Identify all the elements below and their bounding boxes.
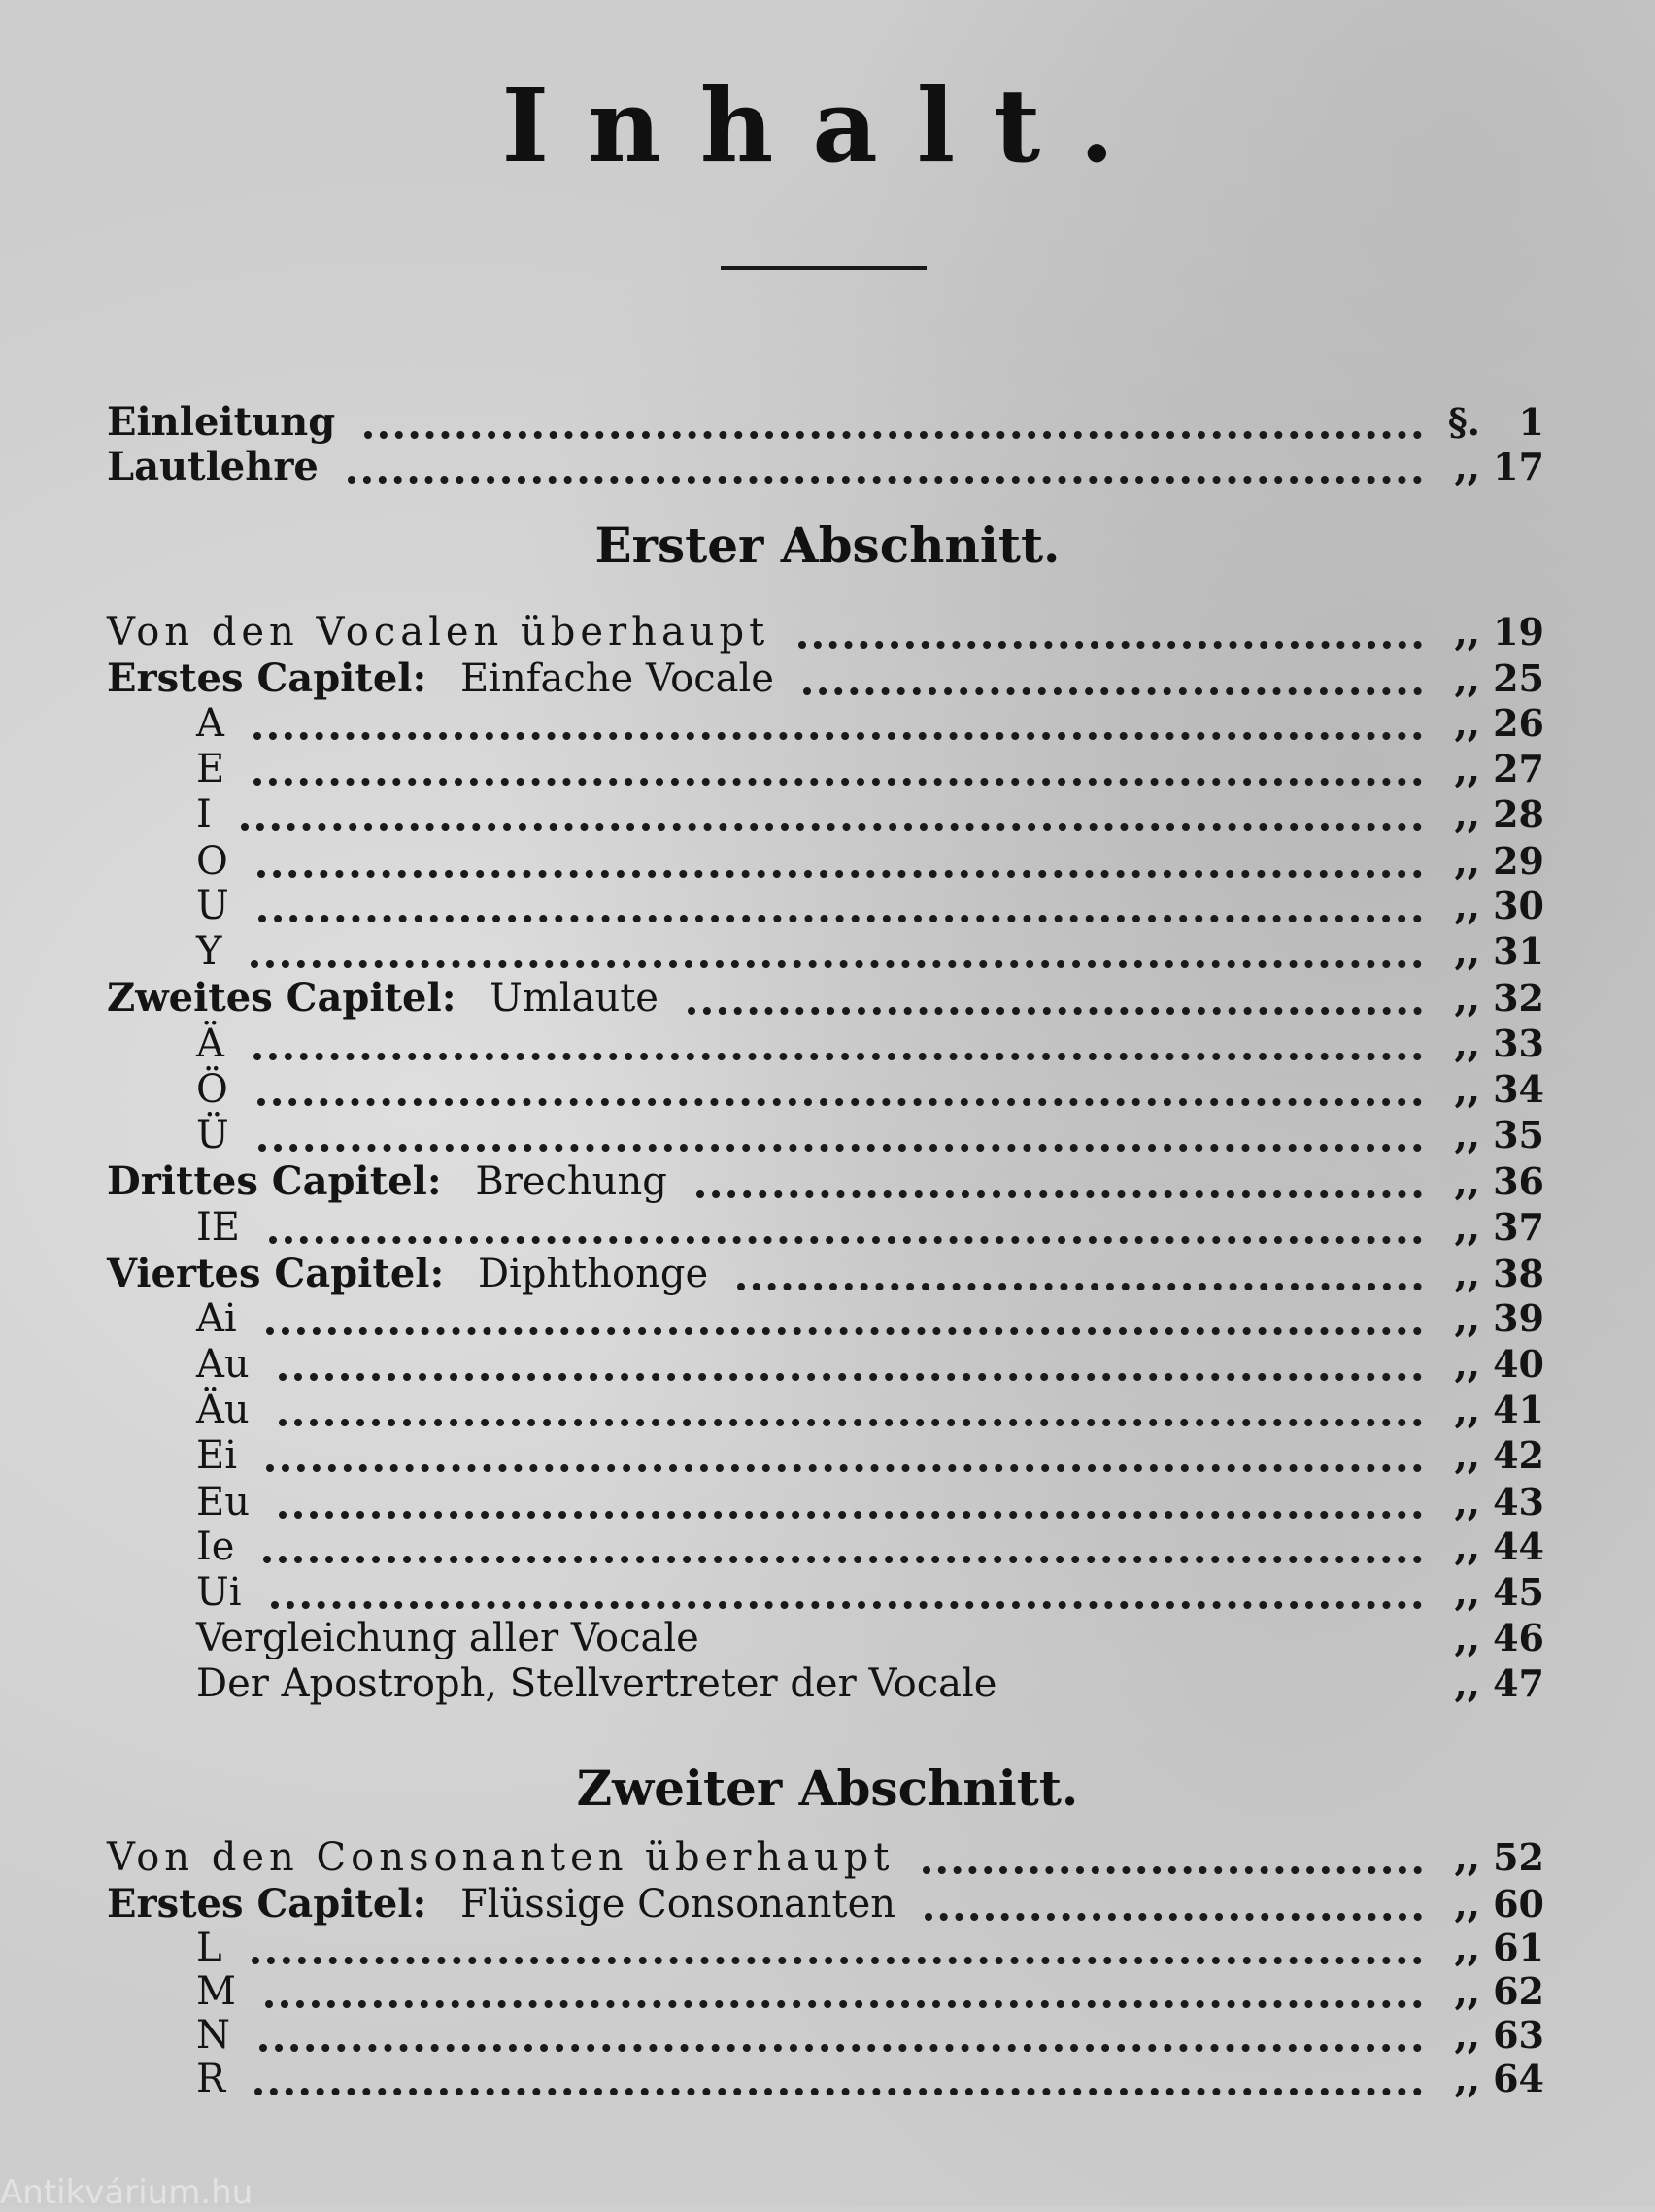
toc-entry-title: Ö: [196, 1067, 228, 1112]
dot-leader: [241, 823, 1422, 831]
toc-entry-title: Zweites Capitel:: [107, 975, 456, 1021]
toc-entry-label: [196, 2057, 225, 2101]
toc-entry-label: [107, 1835, 894, 1880]
toc-entry-label: [107, 1159, 667, 1204]
page-mark: ,,: [1454, 1525, 1480, 1568]
page-mark: ,,: [1454, 445, 1480, 488]
toc-entry-label: [107, 656, 774, 701]
page-number: 63: [1493, 2013, 1544, 2057]
page-number: 38: [1493, 1252, 1544, 1295]
dot-leader: [271, 1601, 1422, 1609]
toc-entry-title: Ei: [196, 1433, 237, 1478]
toc-entry-title: A: [196, 701, 224, 746]
toc-entry-label: [107, 445, 319, 489]
toc-entry-title: Erstes Capitel:: [107, 655, 427, 701]
page-mark: ,,: [1454, 792, 1480, 836]
page-mark: ,,: [1454, 701, 1480, 745]
page-number: 19: [1493, 610, 1544, 654]
page-mark: ,,: [1454, 656, 1480, 700]
toc-row: [107, 1022, 1544, 1066]
dot-leader: [279, 1419, 1422, 1426]
page-number: 31: [1493, 929, 1544, 973]
toc-entry-title: Lautlehre: [107, 444, 319, 489]
toc-entry-title: Von den Consonanten überhaupt: [107, 1835, 895, 1880]
toc-row: [107, 1570, 1544, 1615]
toc-entry-title: Einleitung: [107, 399, 336, 445]
toc-row: [107, 656, 1544, 701]
toc-row: [107, 2013, 1544, 2058]
toc-entry-label: [196, 884, 229, 928]
page-mark: ,,: [1454, 1022, 1480, 1065]
toc-entry-subtitle: Brechung: [462, 1159, 667, 1204]
page-number: 33: [1493, 1022, 1544, 1065]
toc-row: [107, 929, 1544, 974]
watermark-stamp: Antikvárium.hu: [0, 2173, 253, 2212]
toc-entry-label: [196, 929, 221, 974]
page-mark: ,,: [1454, 2057, 1480, 2100]
toc-row: [107, 1159, 1544, 1204]
dot-leader: [263, 1556, 1422, 1563]
page-mark: ,,: [1454, 1480, 1480, 1524]
toc-row: [107, 976, 1544, 1021]
toc-row: [107, 1113, 1544, 1157]
toc-entry-label: [196, 1022, 224, 1066]
toc-row: [107, 610, 1544, 654]
dot-leader: [252, 1957, 1422, 1964]
page-mark: ,,: [1454, 1926, 1480, 1969]
page-mark: ,,: [1454, 976, 1480, 1020]
toc-entry-subtitle: Flüssige Consonanten: [448, 1882, 896, 1927]
toc-entry-title: Ä: [196, 1022, 224, 1066]
dot-leader: [257, 870, 1422, 878]
toc-entry-label: [196, 1205, 240, 1250]
page-number: 52: [1493, 1835, 1544, 1879]
page-number: 64: [1493, 2057, 1544, 2100]
dot-leader: [269, 1236, 1422, 1244]
toc-entry-title: Ui: [196, 1570, 242, 1615]
page-number: 35: [1493, 1113, 1544, 1156]
dot-leader: [259, 2044, 1422, 2052]
dot-leader: [688, 1007, 1422, 1015]
toc-entry-label: [196, 839, 228, 884]
toc-entry-label: [107, 976, 659, 1021]
section-heading: Erster Abschnitt.: [594, 517, 1061, 574]
page-number: 26: [1493, 701, 1544, 745]
toc-row: [107, 1342, 1544, 1387]
toc-entry-title: L: [196, 1926, 222, 1970]
toc-entry-label: [196, 747, 224, 791]
toc-entry-title: Ü: [196, 1113, 229, 1157]
toc-entry-title: U: [196, 884, 229, 928]
page-mark: ,,: [1454, 929, 1480, 973]
toc-row: [107, 1388, 1544, 1432]
toc-row: [107, 445, 1544, 489]
toc-row: [107, 400, 1544, 445]
toc-entry-label: [196, 1570, 242, 1615]
dot-leader: [279, 1511, 1422, 1519]
page-number: 43: [1493, 1480, 1544, 1524]
page-number: 62: [1493, 1969, 1544, 2013]
toc-entry-title: E: [196, 747, 225, 791]
toc-row: [107, 1882, 1544, 1927]
dot-leader: [364, 431, 1422, 439]
toc-row: [107, 1296, 1544, 1341]
dot-leader: [923, 1866, 1422, 1874]
dot-leader: [253, 732, 1422, 740]
page-number: 25: [1493, 656, 1544, 700]
toc-row: [107, 792, 1544, 837]
toc-entry-label: [196, 1113, 229, 1157]
page-mark: ,,: [1454, 884, 1480, 927]
toc-entry-label: [196, 1969, 236, 2014]
toc-row: [107, 2057, 1544, 2101]
dot-leader: [258, 1144, 1422, 1152]
title-rule: [721, 266, 927, 270]
page-number: 60: [1493, 1882, 1544, 1926]
toc-entry-label: [196, 1926, 222, 1970]
toc-entry-title: Y: [196, 929, 222, 974]
page-mark: ,,: [1454, 1296, 1480, 1340]
toc-entry-label: [196, 1525, 234, 1569]
toc-entry-label: [196, 1661, 996, 1706]
dot-leader: [265, 2000, 1422, 2008]
dot-leader: [803, 687, 1422, 695]
page-number: 32: [1493, 976, 1544, 1020]
page-mark: ,,: [1454, 1342, 1480, 1386]
page-number: 29: [1493, 839, 1544, 883]
dot-leader: [266, 1327, 1422, 1335]
page-mark: ,,: [1454, 610, 1480, 654]
toc-row: [107, 1525, 1544, 1569]
page-number: 61: [1493, 1926, 1544, 1969]
page-number: 36: [1493, 1159, 1544, 1203]
dot-leader: [257, 1098, 1422, 1106]
toc-row: [107, 884, 1544, 928]
section-heading: Zweiter Abschnitt.: [576, 1760, 1079, 1817]
toc-row: [107, 1252, 1544, 1296]
page-mark: ,,: [1454, 1067, 1480, 1111]
page-mark: ,,: [1454, 1113, 1480, 1156]
dot-leader: [279, 1373, 1422, 1381]
toc-entry-title: Au: [196, 1342, 250, 1387]
page-mark: ,,: [1454, 1661, 1480, 1705]
toc-row: [107, 701, 1544, 746]
dot-leader: [737, 1283, 1422, 1290]
dot-leader: [254, 2088, 1422, 2095]
page-mark: ,,: [1454, 839, 1480, 883]
toc-entry-title: Viertes Capitel:: [107, 1251, 445, 1296]
toc-entry-title: Erstes Capitel:: [107, 1881, 427, 1927]
toc-entry-title: Der Apostroph, Stellvertreter der Vocale: [196, 1661, 997, 1706]
page-number: 39: [1493, 1296, 1544, 1340]
page-mark: ,,: [1454, 1433, 1480, 1477]
toc-row: [107, 1926, 1544, 1970]
page-number: 37: [1493, 1205, 1544, 1249]
page-mark: ,,: [1454, 1252, 1480, 1295]
toc-entry-title: I: [196, 792, 212, 837]
page-mark: ,,: [1454, 1835, 1480, 1879]
page-number: 41: [1493, 1388, 1544, 1431]
toc-entry-title: Eu: [196, 1480, 250, 1525]
toc-entry-label: [196, 1616, 699, 1660]
page-mark: ,,: [1454, 1205, 1480, 1249]
toc-entry-label: [107, 400, 335, 445]
page-number: 34: [1493, 1067, 1544, 1111]
toc-entry-label: [107, 610, 769, 654]
page-mark: ,,: [1454, 1969, 1480, 2013]
toc-entry-label: [196, 1433, 237, 1478]
toc-row: [107, 1205, 1544, 1250]
toc-entry-label: [107, 1882, 895, 1927]
page-number: 45: [1493, 1570, 1544, 1614]
page-number: 42: [1493, 1433, 1544, 1477]
page-mark: ,,: [1454, 1570, 1480, 1614]
toc-row: [107, 747, 1544, 791]
toc-entry-label: [196, 1388, 250, 1432]
page-number: 28: [1493, 792, 1544, 836]
toc-entry-subtitle: Einfache Vocale: [448, 656, 774, 701]
page-number: 46: [1493, 1616, 1544, 1659]
toc-entry-title: Ai: [196, 1296, 237, 1341]
toc-entry-label: [196, 1342, 250, 1387]
toc-entry-title: Ie: [196, 1525, 235, 1569]
toc-entry-title: R: [196, 2057, 226, 2101]
dot-leader: [251, 960, 1422, 968]
page-number: 40: [1493, 1342, 1544, 1386]
toc-row: [107, 1969, 1544, 2014]
toc-row: [107, 1480, 1544, 1525]
page-title: Inhalt.: [501, 66, 1154, 185]
toc-entry-label: [107, 1252, 708, 1296]
dot-leader: [266, 1464, 1422, 1472]
page-mark: ,,: [1454, 747, 1480, 790]
dot-leader: [798, 641, 1422, 649]
page-mark: ,,: [1454, 1616, 1480, 1659]
dot-leader: [253, 778, 1422, 786]
toc-entry-title: O: [196, 839, 228, 884]
dot-leader: [696, 1190, 1422, 1198]
page-number: 17: [1493, 445, 1544, 488]
toc-entry-title: N: [196, 2013, 230, 2058]
toc-entry-label: [196, 1067, 228, 1112]
toc-row: [107, 1661, 1544, 1706]
toc-entry-label: [196, 1296, 237, 1341]
toc-entry-label: [196, 792, 212, 837]
toc-row: [107, 1433, 1544, 1478]
page-number: 30: [1493, 884, 1544, 927]
toc-entry-label: [196, 1480, 250, 1525]
toc-entry-label: [196, 701, 224, 746]
toc-entry-title: Von den Vocalen überhaupt: [107, 610, 770, 654]
dot-leader: [258, 915, 1422, 922]
toc-entry-title: Drittes Capitel:: [107, 1158, 442, 1204]
toc-entry-label: [196, 2013, 230, 2058]
page-mark: ,,: [1454, 2013, 1480, 2057]
page-number: 1: [1518, 400, 1544, 444]
toc-entry-title: IE: [196, 1205, 240, 1250]
page-number: 27: [1493, 747, 1544, 790]
page-number: 47: [1493, 1661, 1544, 1705]
toc-row: [107, 1835, 1544, 1880]
page-mark: ,,: [1454, 1882, 1480, 1926]
page-mark: §.: [1447, 400, 1480, 444]
dot-leader: [253, 1053, 1422, 1060]
page-number: 44: [1493, 1525, 1544, 1568]
dot-leader: [348, 476, 1422, 484]
toc-entry-subtitle: Diphthonge: [465, 1252, 709, 1296]
page-mark: ,,: [1454, 1159, 1480, 1203]
toc-entry-title: Äu: [196, 1388, 250, 1432]
toc-row: [107, 1616, 1544, 1660]
toc-entry-subtitle: Umlaute: [477, 976, 659, 1021]
toc-entry-title: M: [196, 1969, 236, 2014]
toc-entry-title: Vergleichung aller Vocale: [196, 1616, 699, 1660]
toc-row: [107, 1067, 1544, 1112]
dot-leader: [925, 1913, 1422, 1921]
page-mark: ,,: [1454, 1388, 1480, 1431]
toc-row: [107, 839, 1544, 884]
